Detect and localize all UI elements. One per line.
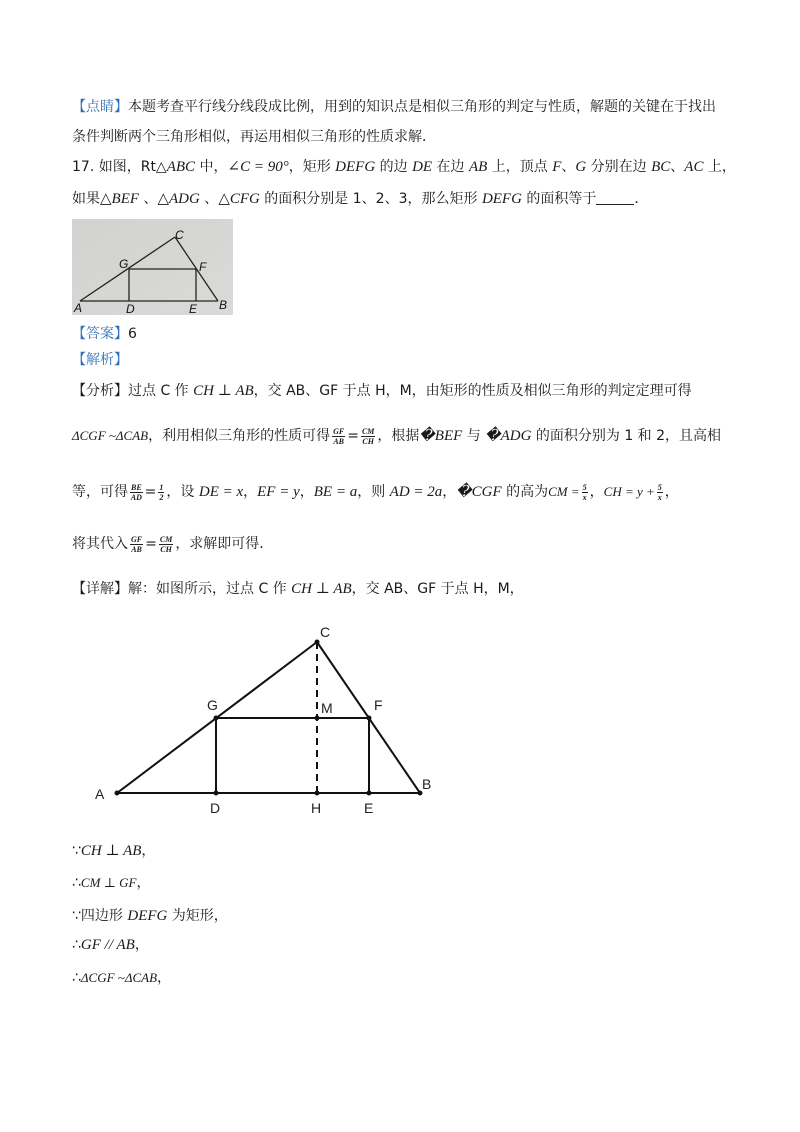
step-2: ∴CM ⊥ GF， bbox=[72, 875, 151, 891]
photo-label-d: D bbox=[126, 302, 135, 315]
diagram-label-f: F bbox=[374, 697, 383, 713]
photo-label-a: A bbox=[74, 301, 83, 315]
problem-line-1: 17. 如图，Rt△ABC 中，∠C = 90°，矩形 DEFG 的边 DE 在边 AB 上，顶点 F、G 分别在边 BC、AC 上， bbox=[72, 159, 736, 175]
step-4: ∴GF // AB， bbox=[72, 937, 149, 953]
analysis-line-3: 等，可得 $\frac{BE}{AD}$ = $\frac{1}{2}$ ，设 DE = x，EF = y，BE = a，则 AD = 2a，�CGF 的高为CM = $\frac{5}{x}$ ，CH = y + $\frac{5}{x}$ ， bbox=[72, 482, 679, 502]
step-1: ∵CH ⊥ AB， bbox=[72, 843, 156, 859]
fraction-cm-ch: $\frac{CM}{CH}$ bbox=[361, 426, 375, 446]
diagram-label-a: A bbox=[95, 786, 105, 802]
analysis-line-2: ΔCGF ~ΔCAB，利用相似三角形的性质可得 $\frac{GF}{AB}$ = $\frac{CM}{CH}$ ，根据�BEF 与 �ADG 的面积分别为 1 和 2，且高相 bbox=[72, 426, 722, 446]
answer-tag: 【答案】 bbox=[72, 326, 128, 342]
note-line-2: 条件判断两个三角形相似，再运用相似三角形的性质求解． bbox=[72, 129, 436, 145]
diagram-label-d: D bbox=[210, 800, 221, 816]
step-3: ∵四边形 DEFG 为矩形， bbox=[72, 908, 228, 924]
diagram-label-m: M bbox=[321, 700, 333, 716]
note-line-1: 【点睛】本题考查平行线分线段成比例，用到的知识点是相似三角形的判定与性质，解题的关键在于找出 bbox=[72, 99, 716, 115]
fraction-gf-ab: $\frac{GF}{AB}$ bbox=[333, 426, 345, 446]
fraction-5-x: $\frac{5}{x}$ bbox=[582, 482, 587, 502]
answer-line bbox=[72, 324, 137, 344]
analysis-heading: 【解析】 bbox=[72, 352, 128, 368]
answer-value: 6 bbox=[128, 326, 137, 342]
photo-label-f: F bbox=[199, 260, 207, 274]
answer-blank bbox=[596, 190, 634, 205]
diagram-label-c: C bbox=[320, 624, 331, 640]
problem-line-2: 如果△BEF 、△ADG 、△CFG 的面积分别是 1、2、3，那么矩形 DEFG 的面积等于 ． bbox=[72, 191, 649, 207]
diagram-label-h: H bbox=[311, 800, 322, 816]
photo-label-e: E bbox=[189, 302, 198, 315]
diagram-label-e: E bbox=[364, 800, 374, 816]
fraction-cm-ch-2: $\frac{CM}{CH}$ bbox=[159, 534, 173, 554]
geometry-diagram bbox=[80, 615, 460, 830]
fraction-gf-ab-2: $\frac{GF}{AB}$ bbox=[131, 534, 143, 554]
analysis-line-1: 【分析】过点 C 作 CH ⊥ AB，交 AB、GF 于点 H，M，由矩形的性质及相似三角形的判定定理可得 bbox=[72, 383, 692, 399]
fraction-1-2: $\frac{1}{2}$ bbox=[159, 482, 164, 502]
photo-label-g: G bbox=[119, 257, 129, 271]
diagram-label-g: G bbox=[207, 697, 218, 713]
photo-label-b: B bbox=[219, 298, 228, 312]
fraction-be-ad: $\frac{BE}{AD}$ bbox=[130, 482, 142, 502]
note-tag: 【点睛】 bbox=[72, 99, 128, 115]
fraction-5-x-2: $\frac{5}{x}$ bbox=[657, 482, 662, 502]
diagram-label-b: B bbox=[422, 776, 432, 792]
detail-line: 【详解】解：如图所示，过点 C 作 CH ⊥ AB，交 AB、GF 于点 H，M， bbox=[72, 581, 524, 597]
problem-figure-photo bbox=[72, 219, 233, 315]
step-5: ∴ΔCGF ~ΔCAB， bbox=[72, 970, 172, 986]
analysis-line-4: 将其代入 $\frac{GF}{AB}$ = $\frac{CM}{CH}$ ，求解即可得． bbox=[72, 534, 274, 554]
photo-label-c: C bbox=[175, 228, 184, 242]
